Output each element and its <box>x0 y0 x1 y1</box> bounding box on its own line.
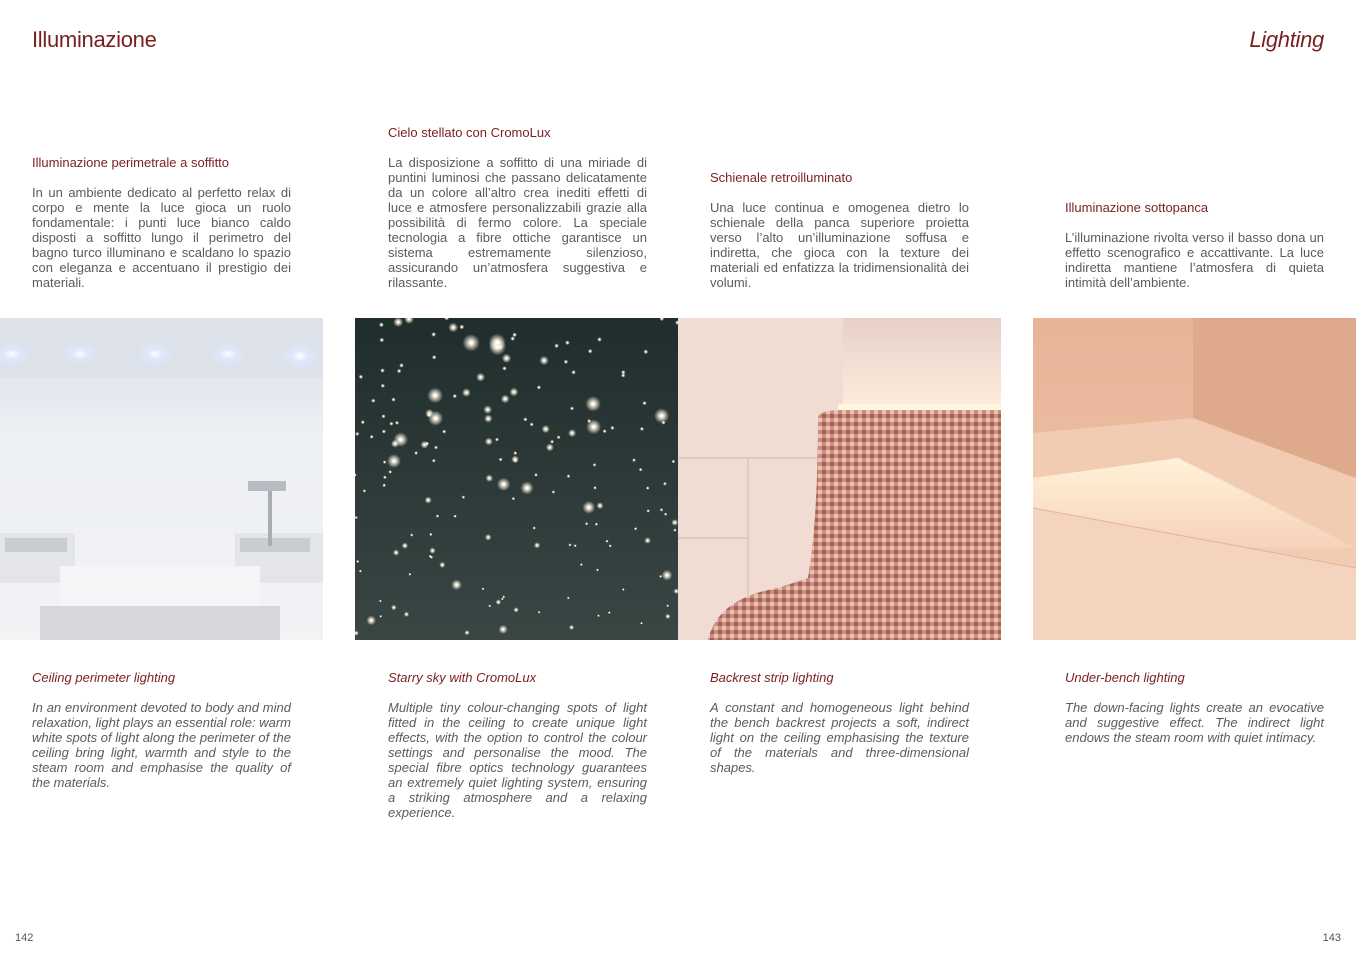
star-core <box>647 510 649 512</box>
section-text-en: The down-facing lights create an evocative and suggestive effect. The indirect light endows the steam room with quiet intimacy. <box>1065 700 1324 745</box>
star-core <box>495 340 499 344</box>
star-core <box>489 477 491 479</box>
star-core <box>382 385 384 387</box>
star-core <box>469 341 473 345</box>
star-core <box>514 334 516 336</box>
star-core <box>676 590 678 592</box>
star-core <box>594 487 596 489</box>
star-core <box>408 318 410 320</box>
star-core <box>587 506 590 509</box>
star-core <box>543 360 545 362</box>
star-core <box>415 452 417 454</box>
star-core <box>538 387 540 389</box>
star-core <box>502 483 505 486</box>
star-core <box>429 556 431 558</box>
star-core <box>592 425 595 428</box>
star-core <box>556 345 558 347</box>
star-core <box>502 628 504 630</box>
section-text-it: La disposizione a soffitto di una miriade di puntini luminosi che passano delicatamente da un colore all’altro crea inediti effetti di luce e atmosfere personalizzabili grazie alla possibilità di fermo colore. La speciale tecnologia a fibre ottiche garantisce un sistema estremamente silenzioso, assicurando un’atmosfera suggestiva e rilassante. <box>388 155 647 290</box>
star-core <box>355 632 357 634</box>
star-core <box>515 452 517 454</box>
star-core <box>644 402 646 404</box>
star-core <box>551 441 553 443</box>
section-en-starry-sky <box>388 670 647 820</box>
star-core <box>571 408 573 410</box>
star-core <box>382 370 384 372</box>
star-core <box>515 460 517 462</box>
star-core <box>574 545 576 547</box>
section-text-en: A constant and homogeneous light behind the bench backrest projects a soft, indirect light on the ceiling emphasising the texture of the materials and three-dimensional shapes. <box>710 700 969 775</box>
photo-under-bench-art <box>1033 318 1356 640</box>
star-core <box>360 376 362 378</box>
star-core <box>526 487 529 490</box>
section-text-it: L’illuminazione rivolta verso il basso dona un effetto scenografico e accattivante. La luce indiretta mantiene l’atmosfera di quieta intimità dell’ambiente. <box>1065 230 1324 290</box>
star-core <box>535 474 537 476</box>
star-core <box>430 534 432 536</box>
star-core <box>396 422 398 424</box>
star-core <box>589 350 591 352</box>
section-text-en: In an environment devoted to body and mind relaxation, light plays an essential role: warm white spots of light along the perimeter of the ceiling bring light, warmth and style to the steam room and emphasise the quality of the materials. <box>32 700 291 790</box>
star-core <box>381 324 383 326</box>
star-core <box>531 424 533 426</box>
star-core <box>647 487 649 489</box>
star-core <box>364 490 366 492</box>
star-core <box>384 477 386 479</box>
star-core <box>411 534 413 536</box>
star-core <box>454 515 456 517</box>
star-core <box>664 483 666 485</box>
section-text-it: Una luce continua e omogenea dietro lo schienale della panca superiore proietta verso l’alto un’illuminazione soffusa e indiretta, che gioca con la texture dei materiali ed enfatizza la tridimensionalità dei volumi. <box>710 200 969 290</box>
star-core <box>571 432 573 434</box>
star-core <box>487 418 489 420</box>
star-core <box>360 570 362 572</box>
star-core <box>383 416 385 418</box>
photo-backrest-lighting-art <box>678 318 1001 640</box>
star-core <box>480 376 482 378</box>
section-it-backrest <box>710 170 969 290</box>
star-core <box>567 342 569 344</box>
star-core <box>393 460 396 463</box>
star-core <box>673 461 675 463</box>
star-core <box>362 421 364 423</box>
section-text-en: Multiple tiny colour-changing spots of light fitted in the ceiling to create unique light effects, with the option to control the colour settings and personalise the mood. The special fibre optics technology guarantees an extremely quiet lighting system, ensuring a striking atmosphere and a relaxing experience. <box>388 700 647 820</box>
star-core <box>383 431 385 433</box>
star-core <box>571 627 573 629</box>
star-core <box>549 447 551 449</box>
star-core <box>641 622 643 624</box>
section-en-under-bench <box>1065 670 1324 745</box>
section-heading-en: Backrest strip lighting <box>710 670 834 685</box>
section-heading-en: Starry sky with CromoLux <box>388 670 537 685</box>
star-core <box>397 321 399 323</box>
star-core <box>568 475 570 477</box>
star-core <box>371 436 373 438</box>
star-core <box>406 614 408 616</box>
star-core <box>612 427 614 429</box>
star-core <box>502 598 504 600</box>
star-core <box>606 540 608 542</box>
star-core <box>525 419 527 421</box>
star-core <box>513 498 515 500</box>
section-heading-it: Illuminazione perimetrale a soffitto <box>32 155 230 170</box>
star-core <box>399 438 402 441</box>
star-core <box>609 545 611 547</box>
star-core <box>393 399 395 401</box>
star-core <box>512 338 514 340</box>
star-core <box>442 564 444 566</box>
star-core <box>452 326 454 328</box>
star-core <box>465 392 467 394</box>
star-core <box>355 517 357 519</box>
star-core <box>513 391 515 393</box>
star-core <box>370 619 372 621</box>
star-core <box>674 529 676 531</box>
page-number-right: 143 <box>1322 932 1341 944</box>
star-core <box>645 351 647 353</box>
section-en-backrest <box>710 670 969 775</box>
section-heading-en: Under-bench lighting <box>1065 670 1185 685</box>
star-core <box>565 361 567 363</box>
star-core <box>357 433 359 435</box>
star-core <box>665 513 667 515</box>
photo-starry-sky-art <box>355 318 678 640</box>
star-core <box>463 496 465 498</box>
star-core <box>498 601 500 603</box>
star-core <box>599 505 601 507</box>
star-core <box>488 441 490 443</box>
section-heading-it: Illuminazione sottopanca <box>1065 200 1209 215</box>
star-core <box>533 527 535 529</box>
star-core <box>437 515 439 517</box>
star-core <box>640 469 642 471</box>
star-core <box>389 471 391 473</box>
star-core <box>487 409 489 411</box>
photo-ceiling-perimeter <box>0 318 323 640</box>
star-core <box>489 605 491 607</box>
star-core <box>409 574 411 576</box>
star-core <box>393 607 395 609</box>
star-core <box>426 443 428 445</box>
star-core <box>609 612 611 614</box>
star-core <box>466 632 468 634</box>
star-core <box>599 339 601 341</box>
star-core <box>401 365 403 367</box>
section-heading-it: Schienale retroilluminato <box>710 170 853 185</box>
star-core <box>454 395 456 397</box>
star-core <box>461 326 463 328</box>
star-core <box>398 370 400 372</box>
star-core <box>581 564 583 566</box>
star-core <box>384 461 386 463</box>
star-core <box>545 428 547 430</box>
star-core <box>504 398 506 400</box>
star-core <box>383 485 385 487</box>
photo-under-bench <box>1033 318 1356 640</box>
star-core <box>591 402 594 405</box>
star-core <box>667 605 669 607</box>
star-core <box>598 615 600 617</box>
star-core <box>604 430 606 432</box>
star-core <box>588 420 590 422</box>
star-core <box>455 584 457 586</box>
star-core <box>506 357 508 359</box>
star-core <box>586 523 588 525</box>
star-core <box>597 569 599 571</box>
star-core <box>623 372 625 374</box>
star-core <box>496 439 498 441</box>
star-core <box>357 561 359 563</box>
section-text-it: In un ambiente dedicato al perfetto relax di corpo e mente la luce gioca un ruolo fondamentale: i punti luce bianco caldo disposti a soffitto lungo il perimetro del bagno turco illuminano e scaldano lo spazio con eleganza e accentuano il prestigio dei materiali. <box>32 185 291 290</box>
star-core <box>633 459 635 461</box>
star-core <box>660 414 663 417</box>
star-core <box>433 460 435 462</box>
star-core <box>661 509 663 511</box>
star-core <box>434 417 437 420</box>
star-core <box>538 611 540 613</box>
star-core <box>380 600 382 602</box>
star-core <box>482 588 484 590</box>
page-number-left: 142 <box>15 932 34 944</box>
star-core <box>641 428 643 430</box>
star-core <box>622 375 624 377</box>
star-core <box>433 334 435 336</box>
star-core <box>515 609 517 611</box>
star-core <box>660 576 662 578</box>
star-core <box>553 491 555 493</box>
star-core <box>381 339 383 341</box>
star-core <box>573 372 575 374</box>
section-heading-it: Cielo stellato con CromoLux <box>388 125 551 140</box>
photo-starry-sky <box>355 318 678 640</box>
star-core <box>443 431 445 433</box>
star-core <box>435 447 437 449</box>
star-core <box>427 499 429 501</box>
section-it-ceiling <box>32 155 291 290</box>
star-core <box>536 545 538 547</box>
star-core <box>433 394 436 397</box>
star-core <box>404 545 406 547</box>
star-core <box>596 523 598 525</box>
star-core <box>433 357 435 359</box>
star-core <box>503 596 505 598</box>
star-core <box>594 464 596 466</box>
star-core <box>380 616 382 618</box>
star-core <box>635 528 637 530</box>
page-title-left: Illuminazione <box>32 27 157 52</box>
star-core <box>500 459 502 461</box>
star-core <box>623 589 625 591</box>
photo-backrest-lighting <box>678 318 1001 640</box>
star-core <box>674 522 676 524</box>
star-core <box>424 444 426 446</box>
star-core <box>395 552 397 554</box>
section-heading-en: Ceiling perimeter lighting <box>32 670 176 685</box>
star-core <box>647 540 649 542</box>
star-core <box>558 437 560 439</box>
star-core <box>391 423 393 425</box>
star-core <box>666 574 668 576</box>
star-core <box>487 537 489 539</box>
section-it-under-bench <box>1065 200 1324 290</box>
star-core <box>667 616 669 618</box>
star-core <box>373 400 375 402</box>
star-core <box>569 544 571 546</box>
star-core <box>568 597 570 599</box>
star-core <box>432 550 434 552</box>
star-core <box>504 368 506 370</box>
page-title-right: Lighting <box>1249 27 1324 52</box>
section-it-starry-sky <box>388 125 647 290</box>
photo-ceiling-perimeter-art <box>0 318 323 640</box>
section-en-ceiling <box>32 670 291 790</box>
